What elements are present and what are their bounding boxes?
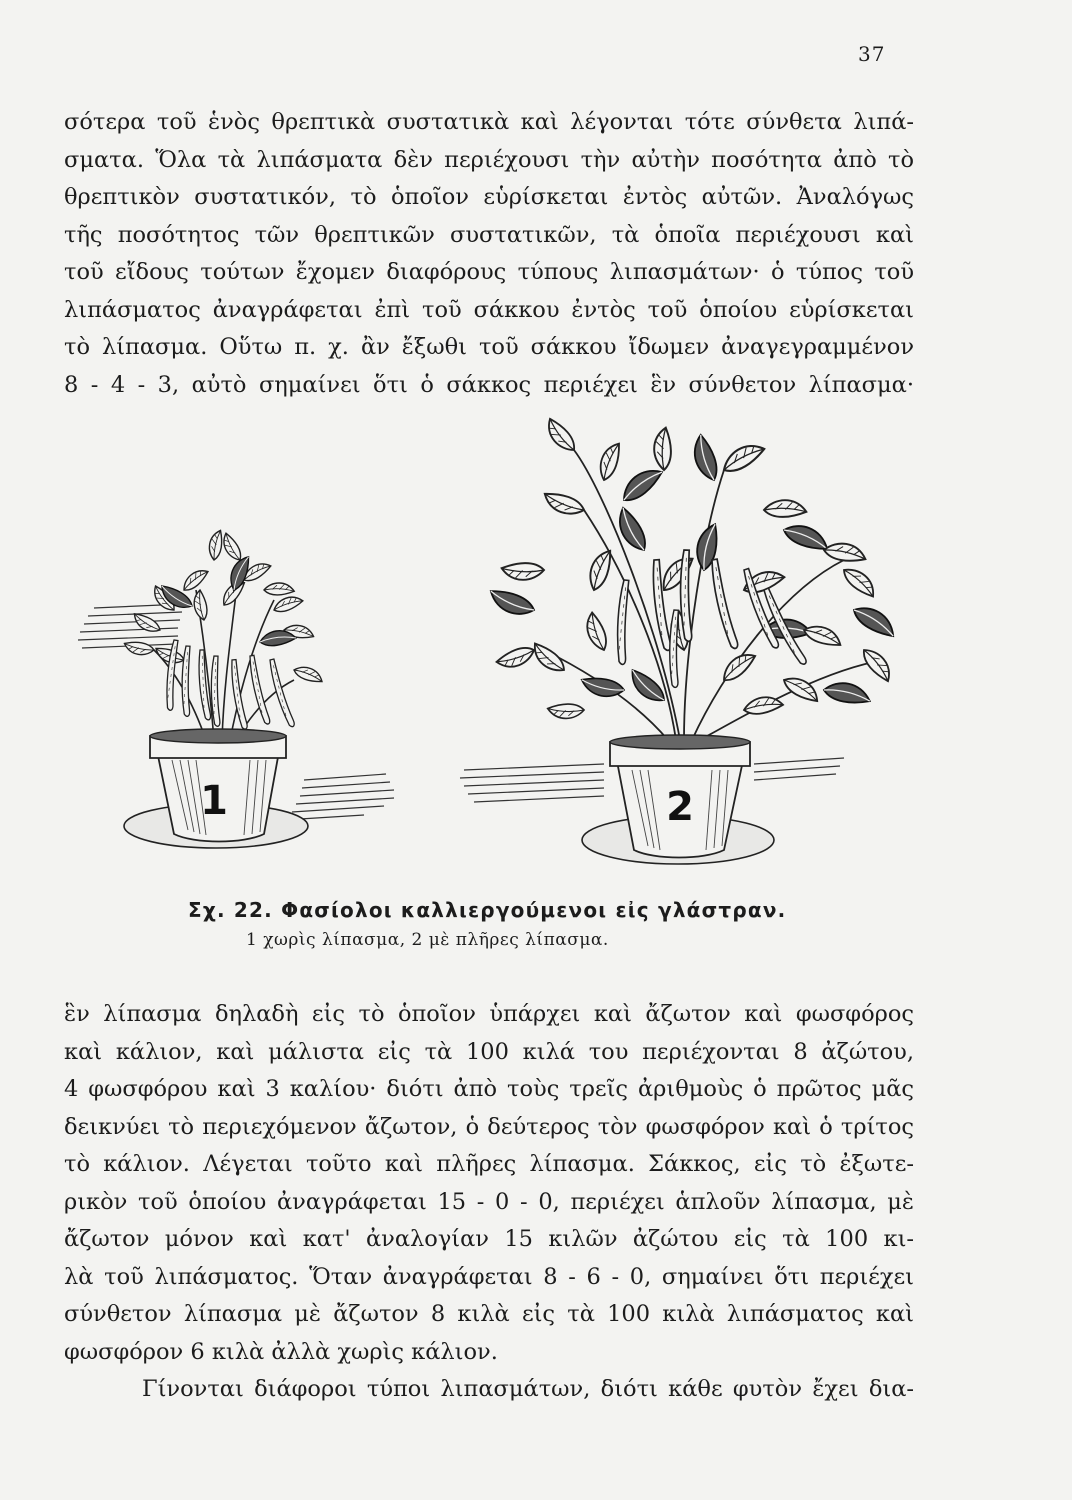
text-line: φωσφόρον 6 κιλὰ ἀλλὰ χωρὶς κάλιον. bbox=[64, 1338, 498, 1365]
text-line: 8 - 4 - 3, αὐτὸ σημαίνει ὅτι ὁ σάκκος περιέχει ἓν σύνθετον λίπασμα· bbox=[64, 371, 914, 398]
text-line: σματα. Ὅλα τὰ λιπάσματα δὲν περιέχουσι τὴν αὐτὴν ποσότητα ἀπὸ τὸ bbox=[64, 146, 914, 173]
pot-label-2: 2 bbox=[666, 784, 694, 830]
text-line: ἓν λίπασμα δηλαδὴ εἰς τὸ ὁποῖον ὑπάρχει καὶ ἄζωτον καὶ φωσφόρος bbox=[64, 1001, 914, 1027]
figure-caption-subtitle: 1 χωρὶς λίπασμα, 2 μὲ πλῆρες λίπασμα. bbox=[246, 930, 609, 950]
text-line: λιπάσματος ἀναγράφεται ἐπὶ τοῦ σάκκου ἐντὸς τοῦ ὁποίου εὑρίσκεται bbox=[64, 296, 914, 323]
text-line: τοῦ εἴδους τούτων ἔχομεν διαφόρους τύπους λιπασμάτων· ὁ τύπος τοῦ bbox=[64, 259, 914, 285]
text-line: θρεπτικὸν συστατικόν, τὸ ὁποῖον εὑρίσκεται ἐντὸς αὐτῶν. Ἀναλόγως bbox=[64, 184, 914, 210]
text-line: 4 φωσφόρου καὶ 3 καλίου· διότι ἀπὸ τοὺς τρεῖς ἀριθμοὺς ὁ πρῶτος μᾶς bbox=[64, 1076, 914, 1102]
text-line: καὶ κάλιον, καὶ μάλιστα εἰς τὰ 100 κιλά του περιέχονται 8 ἀζώτου, bbox=[64, 1038, 914, 1065]
text-line: λὰ τοῦ λιπάσματος. Ὅταν ἀναγράφεται 8 - 6 - 0, σημαίνει ὅτι περιέχει bbox=[64, 1263, 914, 1290]
text-line: Γίνονται διάφοροι τύποι λιπασμάτων, διότι κάθε φυτὸν ἔχει δια- bbox=[142, 1376, 914, 1402]
page-number: 37 bbox=[858, 42, 886, 66]
plant-2-illustration bbox=[460, 414, 899, 864]
pot-label-1: 1 bbox=[200, 778, 228, 824]
plant-1-illustration bbox=[78, 528, 394, 848]
text-line: δεικνύει τὸ περιεχόμενον ἄζωτον, ὁ δεύτερος τὸν φωσφόρον καὶ ὁ τρίτος bbox=[64, 1113, 914, 1140]
figure-caption-title: Σχ. 22. Φασίολοι καλλιεργούμενοι εἰς γλάστραν. bbox=[188, 898, 787, 922]
paragraph-bottom bbox=[64, 996, 914, 1409]
text-line: σότερα τοῦ ἑνὸς θρεπτικὰ συστατικὰ καὶ λέγονται τότε σύνθετα λιπά- bbox=[64, 109, 914, 135]
text-line: τῆς ποσότητος τῶν θρεπτικῶν συστατικῶν, τὰ ὁποῖα περιέχουσι καὶ bbox=[64, 221, 914, 248]
paragraph-top bbox=[64, 104, 914, 404]
text-line: τὸ κάλιον. Λέγεται τοῦτο καὶ πλῆρες λίπασμα. Σάκκος, εἰς τὸ ἐξωτε- bbox=[64, 1151, 914, 1177]
text-line: τὸ λίπασμα. Οὕτω π. χ. ἂν ἔξωθι τοῦ σάκκου ἴδωμεν ἀναγεγραμμένον bbox=[64, 334, 914, 360]
text-line: ρικὸν τοῦ ὁποίου ἀναγράφεται 15 - 0 - 0, περιέχει ἁπλοῦν λίπασμα, μὲ bbox=[64, 1188, 914, 1215]
text-line: ἄζωτον μόνον καὶ κατ' ἀναλογίαν 15 κιλῶν ἀζώτου εἰς τὰ 100 κι- bbox=[64, 1226, 914, 1252]
text-line: σύνθετον λίπασμα μὲ ἄζωτον 8 κιλὰ εἰς τὰ 100 κιλὰ λιπάσματος καὶ bbox=[64, 1301, 914, 1327]
figure-bean-plants bbox=[64, 410, 914, 900]
